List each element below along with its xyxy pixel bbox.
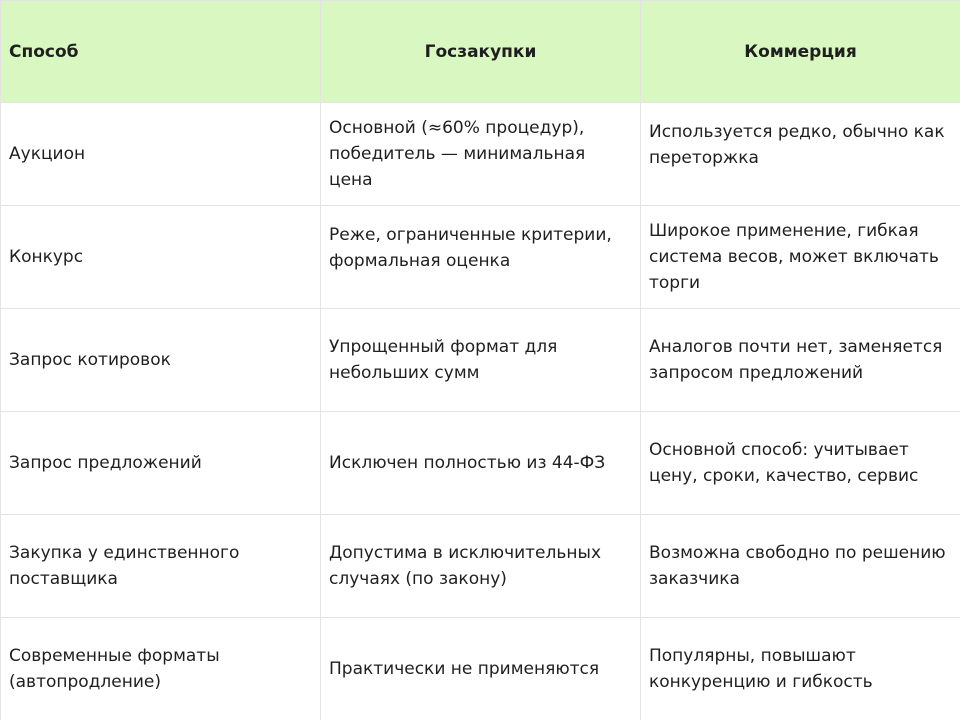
cell-com: Возможна свободно по решению заказчика: [641, 515, 960, 618]
header-row: [1, 1, 960, 103]
cell-gov: Практически не применяются: [321, 618, 641, 720]
cell-method: Аукцион: [1, 103, 321, 206]
cell-gov: Основной (≈60% процедур), победитель — минимальная цена: [321, 103, 641, 206]
table-row: [1, 103, 960, 206]
cell-method: Конкурс: [1, 206, 321, 309]
table-row: [1, 206, 960, 309]
header-com: Коммерция: [641, 1, 960, 103]
table-row: [1, 309, 960, 412]
cell-gov: Допустима в исключительных случаях (по закону): [321, 515, 641, 618]
cell-gov: Упрощенный формат для небольших сумм: [321, 309, 641, 412]
cell-com: Используется редко, обычно как переторжка: [641, 103, 960, 206]
cell-method: Современные форматы (автопродление): [1, 618, 321, 720]
table-row: [1, 618, 960, 720]
cell-method: Запрос предложений: [1, 412, 321, 515]
header-method: Способ: [1, 1, 321, 103]
header-gov: Госзакупки: [321, 1, 641, 103]
cell-gov: Исключен полностью из 44-ФЗ: [321, 412, 641, 515]
cell-method: Запрос котировок: [1, 309, 321, 412]
cell-com: Основной способ: учитывает цену, сроки, качество, сервис: [641, 412, 960, 515]
cell-com: Популярны, повышают конкуренцию и гибкость: [641, 618, 960, 720]
cell-gov: Реже, ограниченные критерии, формальная оценка: [321, 206, 641, 309]
cell-com: Аналогов почти нет, заменяется запросом предложений: [641, 309, 960, 412]
table-row: [1, 412, 960, 515]
cell-com: Широкое применение, гибкая система весов, может включать торги: [641, 206, 960, 309]
cell-method: Закупка у единственного поставщика: [1, 515, 321, 618]
table-row: [1, 515, 960, 618]
